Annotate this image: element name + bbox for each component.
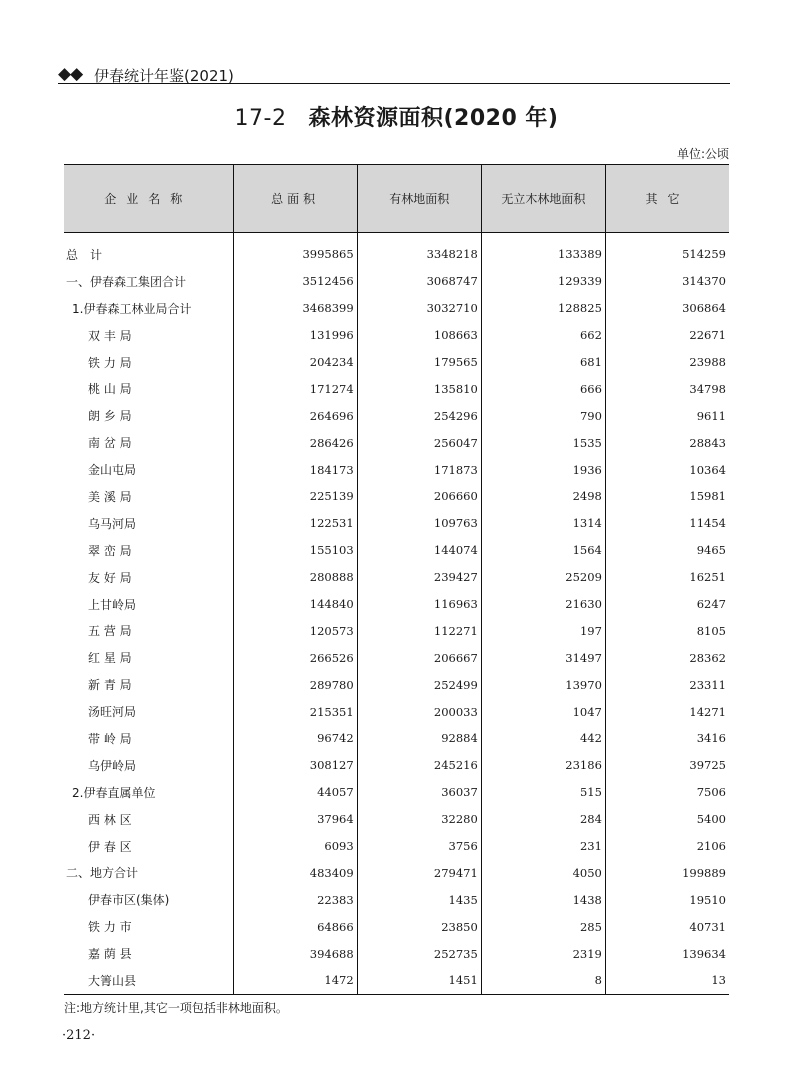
cell-enterprise-name: 铁 力 局 <box>88 355 132 370</box>
cell-total: 122531 <box>233 510 357 537</box>
cell-total: 3512456 <box>233 268 357 295</box>
table-row <box>64 671 729 698</box>
table-row <box>64 483 729 510</box>
cell-nonstocked: 1936 <box>481 456 605 483</box>
cell-other: 13 <box>605 967 729 994</box>
cell-forested: 32280 <box>357 806 481 833</box>
cell-forested: 171873 <box>357 456 481 483</box>
table-row <box>64 537 729 564</box>
cell-nonstocked: 25209 <box>481 564 605 591</box>
column-header-other: 其它 <box>605 165 729 233</box>
cell-forested: 135810 <box>357 375 481 402</box>
cell-enterprise-name: 美 溪 局 <box>88 489 132 504</box>
cell-total: 308127 <box>233 752 357 779</box>
table-row <box>64 940 729 967</box>
column-header-forested: 有林地面积 <box>357 165 481 233</box>
cell-forested: 256047 <box>357 429 481 456</box>
cell-enterprise-name: 红 星 局 <box>88 651 132 666</box>
cell-forested: 206667 <box>357 644 481 671</box>
forest-area-table <box>64 164 729 995</box>
cell-other: 2106 <box>605 833 729 860</box>
table-header-row <box>64 165 729 233</box>
table-row <box>64 375 729 402</box>
cell-forested: 252499 <box>357 671 481 698</box>
cell-total: 286426 <box>233 429 357 456</box>
cell-total: 266526 <box>233 644 357 671</box>
page-number: ·212· <box>62 1028 96 1043</box>
cell-forested: 279471 <box>357 859 481 886</box>
cell-total: 264696 <box>233 402 357 429</box>
cell-nonstocked: 1438 <box>481 886 605 913</box>
cell-enterprise-name: 带 岭 局 <box>88 731 132 746</box>
table-title-text: 森林资源面积(2020 年) <box>308 106 559 131</box>
cell-other: 6247 <box>605 591 729 618</box>
cell-other: 23988 <box>605 349 729 376</box>
cell-total: 184173 <box>233 456 357 483</box>
cell-total: 6093 <box>233 833 357 860</box>
table-row <box>64 564 729 591</box>
table-title <box>0 101 793 132</box>
table-row <box>64 268 729 295</box>
table-row <box>64 886 729 913</box>
cell-total: 3468399 <box>233 295 357 322</box>
table-row <box>64 617 729 644</box>
cell-enterprise-name: 乌伊岭局 <box>88 758 137 773</box>
cell-total: 225139 <box>233 483 357 510</box>
cell-total: 131996 <box>233 322 357 349</box>
cell-forested: 206660 <box>357 483 481 510</box>
cell-other: 9465 <box>605 537 729 564</box>
book-title: 伊春统计年鉴(2021) <box>94 67 234 85</box>
cell-forested: 116963 <box>357 591 481 618</box>
cell-total: 22383 <box>233 886 357 913</box>
table-number: 17-2 <box>234 106 287 131</box>
cell-nonstocked: 442 <box>481 725 605 752</box>
table-row <box>64 859 729 886</box>
cell-nonstocked: 2498 <box>481 483 605 510</box>
cell-forested: 239427 <box>357 564 481 591</box>
table-row <box>64 833 729 860</box>
table-row <box>64 295 729 322</box>
column-header-nonstocked: 无立木林地面积 <box>481 165 605 233</box>
unit-label: 单位:公顷 <box>676 147 729 161</box>
cell-other: 3416 <box>605 725 729 752</box>
cell-enterprise-name: 双 丰 局 <box>88 328 132 343</box>
cell-forested: 36037 <box>357 779 481 806</box>
table-row <box>64 429 729 456</box>
cell-nonstocked: 231 <box>481 833 605 860</box>
cell-other: 34798 <box>605 375 729 402</box>
cell-enterprise-name: 西 林 区 <box>88 812 132 827</box>
cell-total: 289780 <box>233 671 357 698</box>
cell-total: 96742 <box>233 725 357 752</box>
cell-other: 199889 <box>605 859 729 886</box>
cell-other: 28362 <box>605 644 729 671</box>
cell-forested: 252735 <box>357 940 481 967</box>
cell-total: 171274 <box>233 375 357 402</box>
cell-enterprise-name: 翠 峦 局 <box>88 543 132 558</box>
cell-enterprise-name: 桃 山 局 <box>88 382 132 397</box>
cell-nonstocked: 133389 <box>481 233 605 268</box>
cell-nonstocked: 1314 <box>481 510 605 537</box>
cell-nonstocked: 13970 <box>481 671 605 698</box>
cell-total: 44057 <box>233 779 357 806</box>
table-row <box>64 698 729 725</box>
cell-other: 22671 <box>605 322 729 349</box>
cell-total: 204234 <box>233 349 357 376</box>
cell-enterprise-name: 上甘岭局 <box>88 597 137 612</box>
cell-nonstocked: 285 <box>481 913 605 940</box>
cell-enterprise-name: 伊春市区(集体) <box>88 893 170 908</box>
table-row <box>64 349 729 376</box>
cell-total: 120573 <box>233 617 357 644</box>
cell-other: 139634 <box>605 940 729 967</box>
cell-enterprise-name: 朗 乡 局 <box>88 409 132 424</box>
table-row <box>64 510 729 537</box>
cell-nonstocked: 128825 <box>481 295 605 322</box>
cell-nonstocked: 21630 <box>481 591 605 618</box>
cell-other: 314370 <box>605 268 729 295</box>
cell-other: 40731 <box>605 913 729 940</box>
cell-enterprise-name: 乌马河局 <box>88 516 137 531</box>
column-header-total: 总面积 <box>233 165 357 233</box>
table-row <box>64 644 729 671</box>
table-row <box>64 591 729 618</box>
cell-enterprise-name: 五 营 局 <box>88 624 132 639</box>
cell-total: 280888 <box>233 564 357 591</box>
cell-enterprise-name: 新 青 局 <box>88 678 132 693</box>
table-row <box>64 806 729 833</box>
cell-forested: 108663 <box>357 322 481 349</box>
footnote: 注:地方统计里,其它一项包括非林地面积。 <box>64 1001 288 1015</box>
cell-enterprise-name: 2.伊春直属单位 <box>72 785 156 800</box>
cell-enterprise-name: 金山屯局 <box>88 463 137 478</box>
running-header <box>58 63 728 85</box>
table-row <box>64 233 729 268</box>
cell-forested: 109763 <box>357 510 481 537</box>
cell-nonstocked: 23186 <box>481 752 605 779</box>
header-rule <box>58 83 730 84</box>
table-row <box>64 913 729 940</box>
cell-total: 64866 <box>233 913 357 940</box>
cell-forested: 3032710 <box>357 295 481 322</box>
cell-forested: 3348218 <box>357 233 481 268</box>
cell-other: 9611 <box>605 402 729 429</box>
cell-nonstocked: 4050 <box>481 859 605 886</box>
cell-total: 3995865 <box>233 233 357 268</box>
table-row <box>64 752 729 779</box>
table-row <box>64 322 729 349</box>
cell-nonstocked: 31497 <box>481 644 605 671</box>
cell-forested: 144074 <box>357 537 481 564</box>
cell-total: 215351 <box>233 698 357 725</box>
cell-forested: 92884 <box>357 725 481 752</box>
table-row <box>64 402 729 429</box>
diamond-icon: ◆◆ <box>58 64 83 84</box>
cell-enterprise-name: 友 好 局 <box>88 570 132 585</box>
cell-nonstocked: 8 <box>481 967 605 994</box>
cell-enterprise-name: 铁 力 市 <box>88 920 132 935</box>
cell-total: 144840 <box>233 591 357 618</box>
cell-nonstocked: 790 <box>481 402 605 429</box>
cell-other: 10364 <box>605 456 729 483</box>
column-header-name: 企业名称 <box>64 165 233 233</box>
cell-total: 1472 <box>233 967 357 994</box>
cell-nonstocked: 129339 <box>481 268 605 295</box>
cell-other: 11454 <box>605 510 729 537</box>
cell-nonstocked: 515 <box>481 779 605 806</box>
cell-enterprise-name: 大箐山县 <box>64 967 233 994</box>
cell-nonstocked: 1047 <box>481 698 605 725</box>
cell-other: 514259 <box>605 233 729 268</box>
cell-other: 39725 <box>605 752 729 779</box>
table-row <box>64 967 729 994</box>
cell-enterprise-name: 1.伊春森工林业局合计 <box>72 301 192 316</box>
cell-total: 155103 <box>233 537 357 564</box>
cell-forested: 3756 <box>357 833 481 860</box>
cell-nonstocked: 666 <box>481 375 605 402</box>
table-row <box>64 779 729 806</box>
cell-nonstocked: 2319 <box>481 940 605 967</box>
cell-other: 28843 <box>605 429 729 456</box>
cell-forested: 1435 <box>357 886 481 913</box>
cell-other: 7506 <box>605 779 729 806</box>
table-row <box>64 456 729 483</box>
cell-other: 23311 <box>605 671 729 698</box>
cell-enterprise-name: 一、伊春森工集团合计 <box>66 274 187 289</box>
cell-forested: 245216 <box>357 752 481 779</box>
cell-forested: 23850 <box>357 913 481 940</box>
cell-forested: 3068747 <box>357 268 481 295</box>
cell-other: 19510 <box>605 886 729 913</box>
cell-nonstocked: 197 <box>481 617 605 644</box>
cell-nonstocked: 662 <box>481 322 605 349</box>
cell-total: 394688 <box>233 940 357 967</box>
cell-total: 37964 <box>233 806 357 833</box>
cell-enterprise-name: 总 计 <box>66 247 103 262</box>
cell-forested: 112271 <box>357 617 481 644</box>
cell-forested: 254296 <box>357 402 481 429</box>
cell-nonstocked: 284 <box>481 806 605 833</box>
cell-other: 8105 <box>605 617 729 644</box>
table-body <box>64 233 729 995</box>
cell-enterprise-name: 汤旺河局 <box>88 705 137 720</box>
cell-forested: 200033 <box>357 698 481 725</box>
table-row <box>64 725 729 752</box>
cell-forested: 1451 <box>357 967 481 994</box>
cell-other: 306864 <box>605 295 729 322</box>
cell-other: 15981 <box>605 483 729 510</box>
cell-nonstocked: 1564 <box>481 537 605 564</box>
cell-other: 5400 <box>605 806 729 833</box>
cell-enterprise-name: 嘉 荫 县 <box>88 947 132 962</box>
cell-nonstocked: 1535 <box>481 429 605 456</box>
cell-other: 16251 <box>605 564 729 591</box>
cell-forested: 179565 <box>357 349 481 376</box>
cell-total: 483409 <box>233 859 357 886</box>
cell-enterprise-name: 二、地方合计 <box>66 866 139 881</box>
cell-other: 14271 <box>605 698 729 725</box>
cell-nonstocked: 681 <box>481 349 605 376</box>
cell-enterprise-name: 伊 春 区 <box>88 839 132 854</box>
cell-enterprise-name: 南 岔 局 <box>88 436 132 451</box>
